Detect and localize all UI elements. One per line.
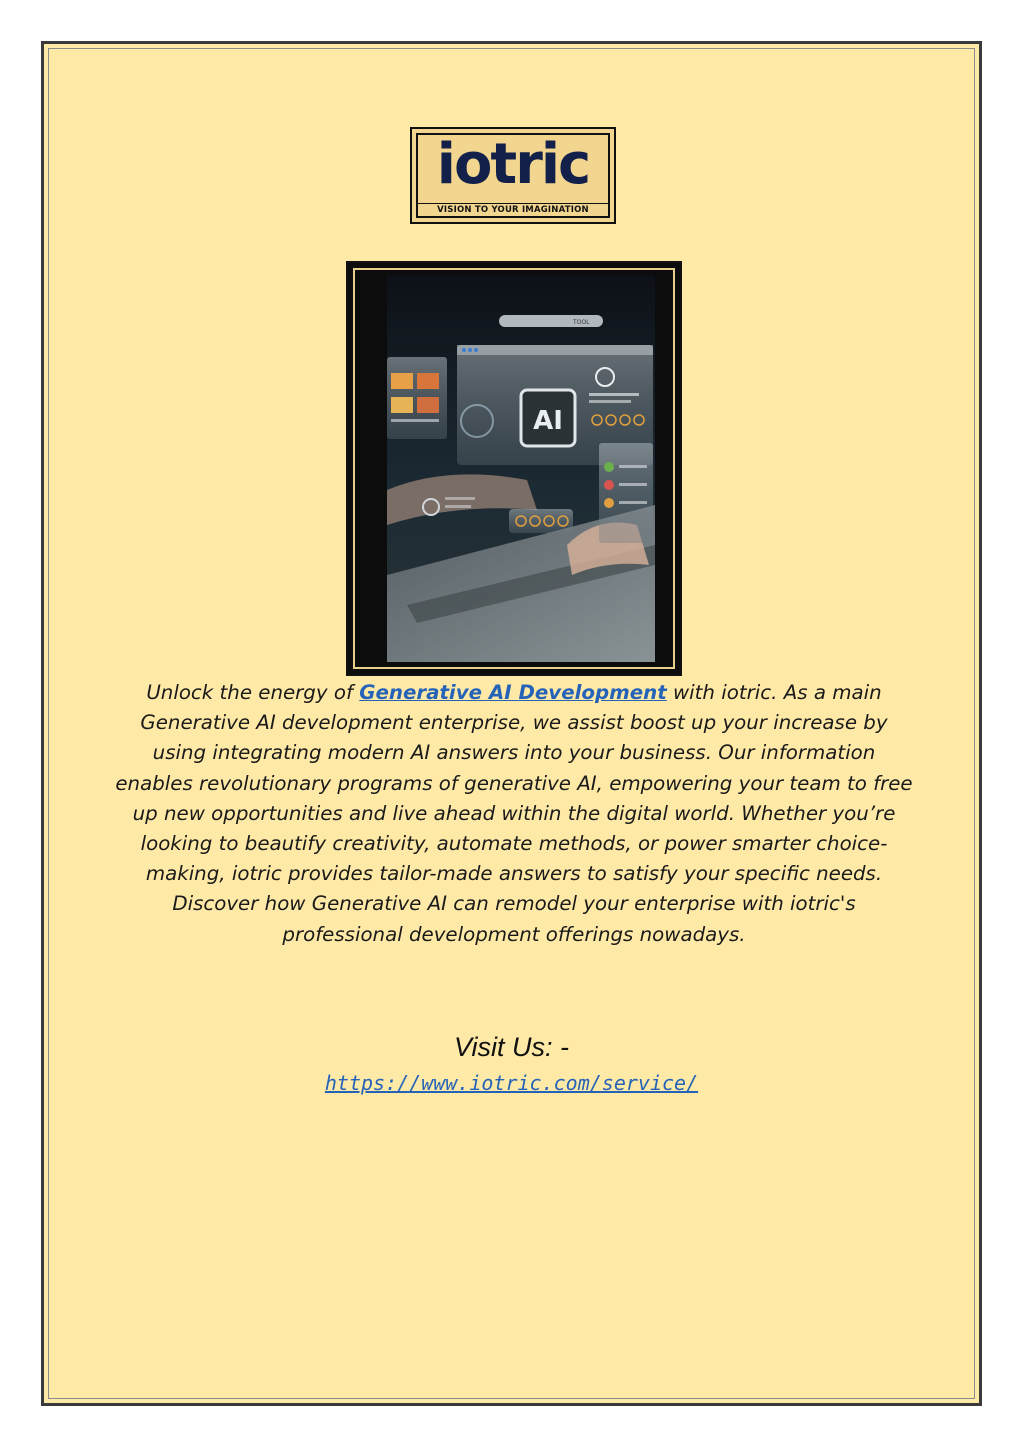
ai-badge-label: AI [533, 406, 563, 436]
service-url-link[interactable]: https://www.iotric.com/service/ [324, 1071, 699, 1095]
generative-ai-link[interactable]: Generative AI Development [359, 681, 667, 704]
document-page [41, 41, 982, 1406]
logo-tagline: VISION TO YOUR IMAGINATION [418, 203, 608, 216]
body-intro: Unlock the energy of [146, 681, 360, 704]
visit-us-heading: Visit Us: - [453, 1032, 569, 1062]
visit-url-line [44, 1069, 979, 1097]
logo-wordmark: iotric [436, 132, 590, 197]
search-bar-label: TOOL [573, 319, 590, 326]
body-rest: with iotric. As a main Generative AI development enterprise, we assist boost up your increase by using integrating modern AI answers into your business. Our information enables revolutionary programs of generative AI, empowering your team to free up new opportunities and live ahead within the digital world. Whether you’re looking to beautify creativity, automate methods, or power smarter choice-making, iotric provides tailor-made answers to satisfy your specific needs. Discover how Generative AI can remodel your enterprise with iotric's professional development offerings nowadays. [115, 681, 913, 946]
hero-image [387, 275, 655, 662]
body-paragraph [114, 678, 914, 950]
iotric-logo [410, 127, 616, 224]
hero-image-frame [346, 261, 682, 676]
